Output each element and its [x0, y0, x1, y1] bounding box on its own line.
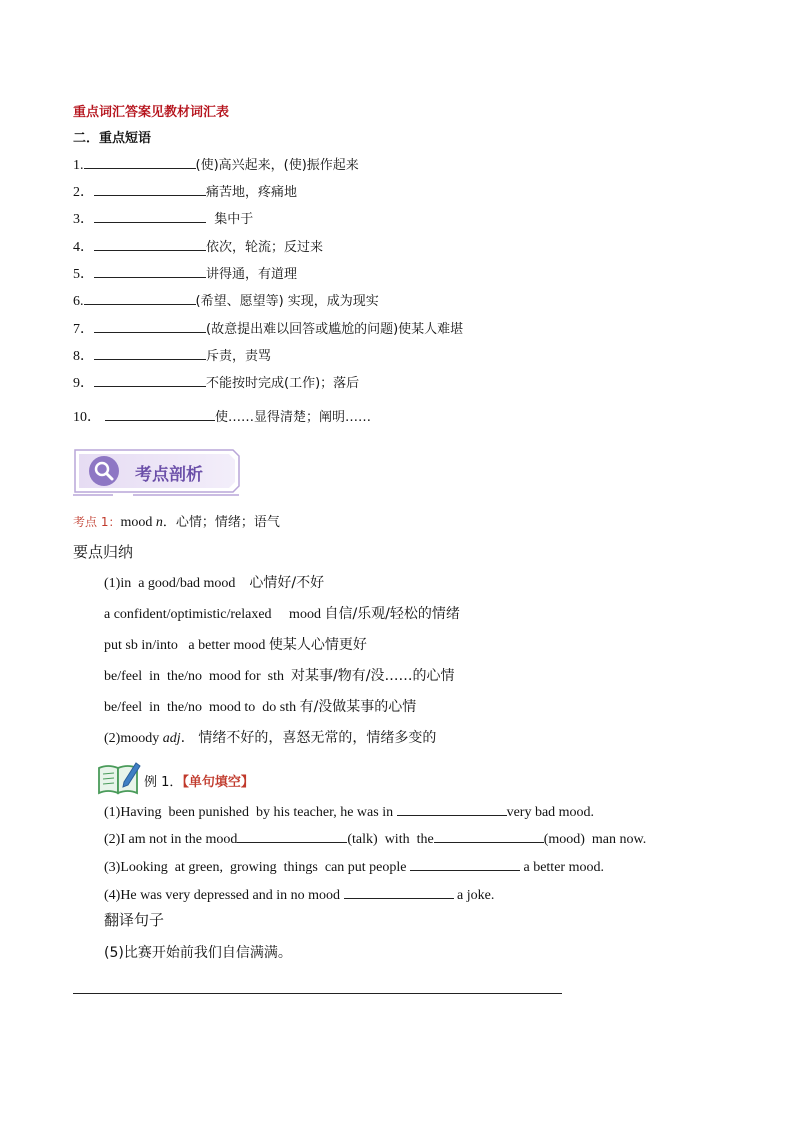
- example-title: [144, 771, 254, 790]
- note-en: (1)in a good/bad mood: [104, 576, 250, 591]
- question-text: a joke.: [453, 888, 495, 903]
- point-line: [73, 511, 280, 531]
- answer-blank[interactable]: [94, 372, 206, 387]
- phrase-meaning: 讲得通，有道理: [206, 267, 298, 282]
- book-icon: [96, 760, 142, 796]
- phrase-item: [73, 236, 323, 257]
- question-1: [104, 801, 594, 821]
- note-cn: 使某人心情更好: [268, 637, 367, 653]
- answer-blank[interactable]: [84, 154, 196, 169]
- answer-blank[interactable]: [397, 801, 507, 816]
- answer-blank[interactable]: [344, 884, 454, 899]
- question-text: (5)比赛开始前我们自信满满。: [104, 945, 292, 961]
- phrase-item: [73, 318, 463, 339]
- note-en: be/feel in the/no mood for sth: [104, 669, 292, 684]
- question-text: (talk) with the: [347, 832, 434, 847]
- phrase-meaning: 使……显得清楚；阐明……: [215, 410, 372, 425]
- answer-blank[interactable]: [434, 828, 544, 843]
- phrase-meaning: (使)高兴起来，(使)振作起来: [195, 158, 359, 173]
- section-banner: [73, 446, 243, 498]
- note-line: [104, 572, 324, 592]
- phrase-number: 8．: [73, 349, 94, 364]
- summary-title: 要点归纳: [73, 543, 134, 561]
- note-line: [104, 727, 436, 747]
- banner-label: 考点剖析: [135, 465, 203, 485]
- vocab-heading: 重点词汇答案见教材词汇表: [73, 105, 230, 120]
- phrase-meaning: (希望、愿望等) 实现，成为现实: [195, 294, 379, 309]
- phrase-meaning: 集中于: [206, 212, 254, 227]
- answer-blank[interactable]: [94, 208, 206, 223]
- note-cn: . 情绪不好的，喜怒无常的，情绪多变的: [180, 730, 437, 746]
- note-line: [104, 665, 454, 685]
- note-line: [104, 696, 416, 716]
- note-cn: 对某事/物有/没……的心情: [291, 668, 455, 684]
- phrase-item: [73, 263, 297, 284]
- point-word: mood: [120, 515, 156, 530]
- example-tag: 【单句填空】: [182, 775, 254, 790]
- note-cn: 心情好/不好: [249, 575, 325, 591]
- question-text: (3)Looking at green, growing things can put people: [104, 860, 410, 875]
- point-meaning: ．心情；情绪；语气: [162, 515, 280, 530]
- phrase-number: 3．: [73, 212, 94, 227]
- question-5: [104, 942, 292, 962]
- answer-blank[interactable]: [84, 290, 196, 305]
- phrase-meaning: 不能按时完成(工作)；落后: [206, 376, 360, 391]
- question-text: a better mood.: [519, 860, 604, 875]
- answer-blank[interactable]: [94, 318, 206, 333]
- answer-blank[interactable]: [94, 181, 206, 196]
- phrase-meaning: 痛苦地，疼痛地: [206, 185, 298, 200]
- phrase-item: [73, 372, 359, 393]
- example-prefix: 例 1．: [144, 775, 183, 790]
- answer-blank[interactable]: [94, 263, 206, 278]
- note-line: [104, 603, 460, 623]
- phrase-meaning: (故意提出难以回答或尴尬的问题)使某人难堪: [206, 322, 464, 337]
- phrase-number: 6.: [73, 294, 84, 309]
- note-cn: 有/没做某事的心情: [299, 699, 417, 715]
- note-line: [104, 634, 367, 654]
- answer-blank[interactable]: [237, 828, 347, 843]
- phrase-item: [73, 345, 271, 366]
- question-text: (2)I am not in the mood: [104, 832, 238, 847]
- phrase-number: 5．: [73, 267, 94, 282]
- phrase-item: [73, 181, 297, 202]
- note-en: be/feel in the/no mood to do sth: [104, 700, 300, 715]
- answer-blank[interactable]: [105, 406, 215, 421]
- translate-title: 翻译句子: [104, 911, 165, 929]
- note-en: put sb in/into a better mood: [104, 638, 269, 653]
- answer-blank[interactable]: [410, 856, 520, 871]
- phrase-number: 1.: [73, 158, 84, 173]
- phrase-item: [73, 208, 253, 229]
- answer-line[interactable]: [73, 993, 562, 994]
- question-text: (1)Having been punished by his teacher, he was in: [104, 805, 397, 820]
- phrase-item: [73, 290, 379, 311]
- question-text: (4)He was very depressed and in no mood: [104, 888, 344, 903]
- phrase-number: 2．: [73, 185, 94, 200]
- phrase-meaning: 斥责，责骂: [206, 349, 272, 364]
- note-cn: 自信/乐观/轻松的情绪: [324, 606, 460, 622]
- note-en: (2)moody: [104, 731, 163, 746]
- question-text: very bad mood.: [506, 805, 595, 820]
- phrase-number: 10．: [73, 410, 101, 425]
- phrase-number: 4．: [73, 240, 94, 255]
- answer-blank[interactable]: [94, 345, 206, 360]
- point-label: 考点 1：: [73, 515, 121, 529]
- phrase-item: [73, 406, 371, 427]
- phrase-number: 9．: [73, 376, 94, 391]
- note-en: a confident/optimistic/relaxed mood: [104, 607, 325, 622]
- question-2: [104, 828, 646, 848]
- question-3: [104, 856, 604, 876]
- question-4: [104, 884, 494, 904]
- note-pos: adj: [162, 731, 181, 746]
- phrase-item: [73, 154, 359, 175]
- phrases-heading: 二．重点短语: [73, 131, 152, 146]
- search-icon: [89, 456, 119, 486]
- phrase-meaning: 依次，轮流；反过来: [206, 240, 324, 255]
- point-pos: n: [155, 515, 163, 530]
- phrase-number: 7．: [73, 322, 94, 337]
- question-text: (mood) man now.: [543, 832, 647, 847]
- answer-blank[interactable]: [94, 236, 206, 251]
